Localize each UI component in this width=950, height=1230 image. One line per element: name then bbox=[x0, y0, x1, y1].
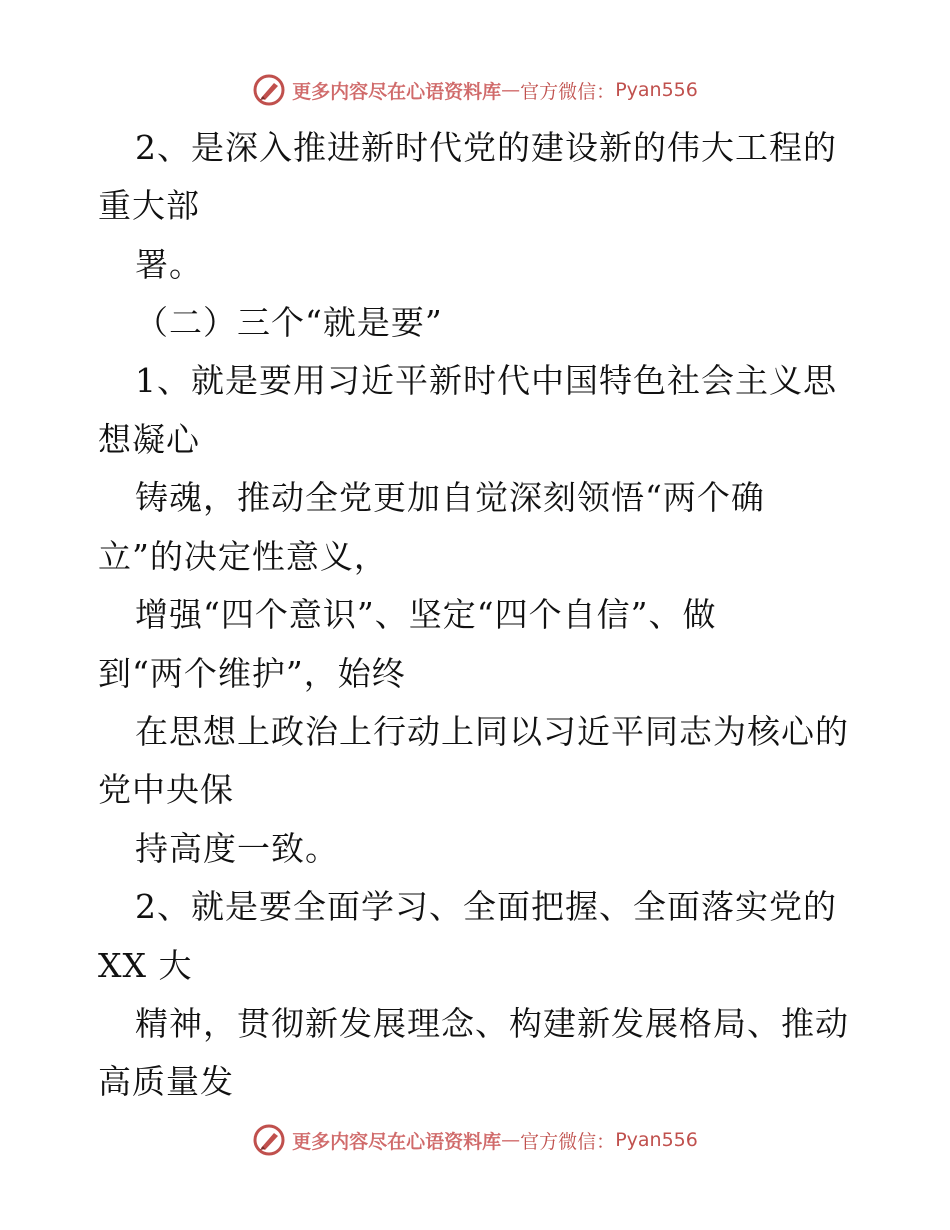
footer-wechat-id: Pyan556 bbox=[615, 1129, 698, 1151]
body-line: 到“两个维护”，始终 bbox=[98, 654, 406, 693]
body-line: 增强“四个意识”、坚定“四个自信”、做 bbox=[135, 595, 717, 634]
footer-separator: — bbox=[501, 1129, 521, 1151]
body-line: 精神，贯彻新发展理念、构建新发展格局、推动 bbox=[135, 1004, 849, 1043]
body-line: 持高度一致。 bbox=[135, 829, 339, 868]
header-separator: — bbox=[501, 79, 521, 101]
footer-banner bbox=[0, 1120, 950, 1160]
body-line: XX 大 bbox=[98, 946, 193, 985]
header-wechat-id: Pyan556 bbox=[615, 79, 698, 101]
body-line: 立”的决定性意义， bbox=[98, 537, 388, 576]
body-line: 铸魂，推动全党更加自觉深刻领悟“两个确 bbox=[135, 478, 765, 517]
body-line: 高质量发 bbox=[98, 1062, 234, 1101]
body-line: 在思想上政治上行动上同以习近平同志为核心的 bbox=[135, 712, 849, 751]
body-line: 署。 bbox=[135, 245, 203, 284]
body-line: 1、就是要用习近平新时代中国特色社会主义思 bbox=[135, 361, 837, 400]
header-sub-text: 官方微信： bbox=[520, 80, 616, 103]
header-main-text: 更多内容尽在心语资料库 bbox=[292, 80, 502, 103]
body-line: 党中央保 bbox=[98, 770, 234, 809]
body-line: 2、就是要全面学习、全面把握、全面落实党的 bbox=[135, 887, 837, 926]
pen-logo-icon bbox=[252, 1123, 286, 1157]
footer-sub-text: 官方微信： bbox=[520, 1130, 616, 1153]
body-line: （二）三个“就是要” bbox=[135, 303, 443, 342]
body-line: 2、是深入推进新时代党的建设新的伟大工程的 bbox=[135, 128, 837, 167]
body-line: 想凝心 bbox=[98, 420, 200, 459]
body-line: 重大部 bbox=[98, 186, 200, 225]
footer-main-text: 更多内容尽在心语资料库 bbox=[292, 1130, 502, 1153]
